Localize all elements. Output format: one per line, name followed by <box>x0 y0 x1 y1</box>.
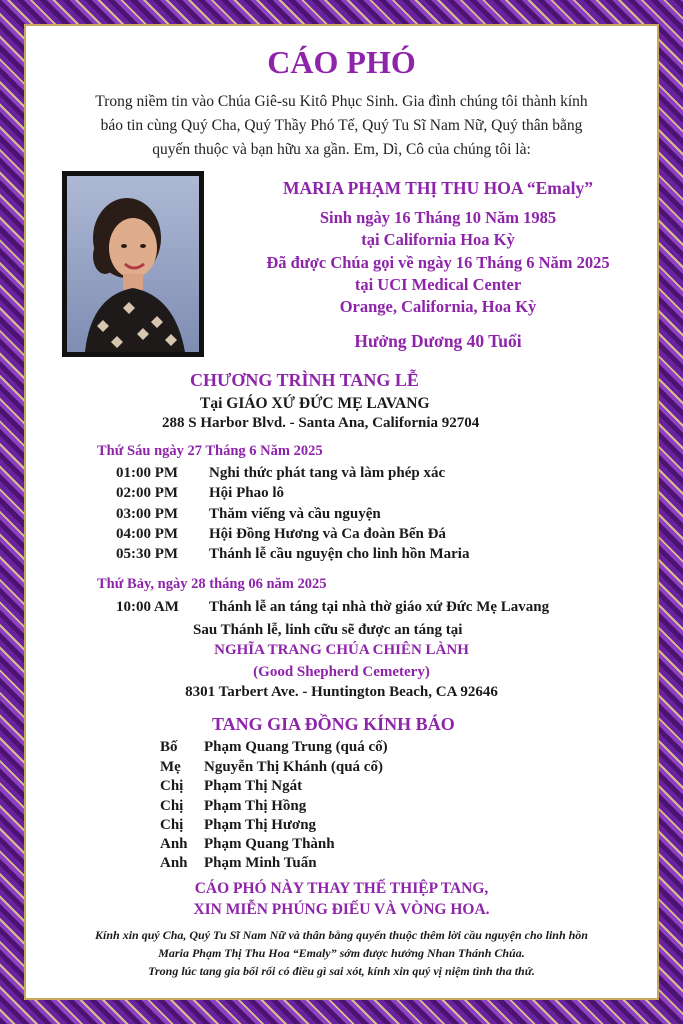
deceased-name: MARIA PHẠM THỊ THU HOA “Emaly” <box>282 178 593 198</box>
portrait-photo <box>62 171 204 357</box>
family-relation: Chị <box>160 798 184 814</box>
family-member-name: Phạm Minh Tuấn <box>204 855 317 871</box>
day2-time: 10:00 AM <box>116 599 179 615</box>
death-date: Đã được Chúa gọi về ngày 16 Tháng 6 Năm 2025 <box>266 253 610 272</box>
schedule-event: Hội Phao lô <box>209 485 285 501</box>
cemetery-address: 8301 Tarbert Ave. - Huntington Beach, CA 92646 <box>185 684 498 700</box>
family-member-name: Phạm Quang Trung (quá cố) <box>204 739 388 755</box>
portrait-image <box>67 176 199 352</box>
family-relation: Anh <box>160 836 188 852</box>
death-city: Orange, California, Hoa Kỳ <box>339 297 537 316</box>
birth-place: tại California Hoa Kỳ <box>361 230 515 249</box>
cemetery-name: NGHĨA TRANG CHÚA CHIÊN LÀNH <box>214 642 469 658</box>
age-line: Hưởng Dương 40 Tuổi <box>354 331 522 351</box>
program-address: 288 S Harbor Blvd. - Santa Ana, California 92704 <box>162 415 480 431</box>
birth-date: Sinh ngày 16 Tháng 10 Năm 1985 <box>319 208 557 227</box>
day1-label: Thứ Sáu ngày 27 Tháng 6 Năm 2025 <box>97 443 323 459</box>
family-relation: Anh <box>160 855 188 871</box>
closing-line-2: Maria Phạm Thị Thu Hoa “Emaly” sớm được hưởng Nhan Thánh Chúa. <box>158 946 525 960</box>
family-member-name: Nguyễn Thị Khánh (quá cố) <box>204 759 383 775</box>
day2-label: Thứ Bảy, ngày 28 tháng 06 năm 2025 <box>97 576 327 592</box>
family-member-name: Phạm Thị Hương <box>204 817 317 833</box>
program-venue: Tại GIÁO XỨ ĐỨC MẸ LAVANG <box>200 395 430 412</box>
day2-event: Thánh lễ an táng tại nhà thờ giáo xứ Đức Mẹ Lavang <box>209 599 550 615</box>
schedule-time: 03:00 PM <box>116 506 179 522</box>
family-heading: TANG GIA ĐỒNG KÍNH BÁO <box>212 714 455 734</box>
family-member-name: Phạm Thị Ngát <box>204 778 303 794</box>
program-heading: CHƯƠNG TRÌNH TANG LỄ <box>190 370 419 390</box>
schedule-event: Thánh lễ cầu nguyện cho linh hồn Maria <box>209 546 470 562</box>
schedule-time: 02:00 PM <box>116 485 179 501</box>
death-place: tại UCI Medical Center <box>354 275 522 294</box>
family-relation: Chị <box>160 817 184 833</box>
schedule-event: Nghi thức phát tang và làm phép xác <box>209 465 446 481</box>
family-relation: Bố <box>160 739 178 755</box>
cemetery-english-name: (Good Shepherd Cemetery) <box>253 664 430 680</box>
page-title: CÁO PHÓ <box>267 44 416 80</box>
family-member-name: Phạm Thị Hồng <box>204 798 307 814</box>
burial-note: Sau Thánh lễ, linh cữu sẽ được an táng tại <box>193 622 463 638</box>
notice-line-2: XIN MIỄN PHÚNG ĐIẾU VÀ VÒNG HOA. <box>193 901 490 918</box>
schedule-event: Hội Đồng Hương và Ca đoàn Bến Đá <box>209 526 446 542</box>
notice-line-1: CÁO PHÓ NÀY THAY THẾ THIỆP TANG, <box>194 880 489 897</box>
family-member-name: Phạm Quang Thành <box>204 836 335 852</box>
family-relation: Chị <box>160 778 184 794</box>
intro-line-3: quyến thuộc và bạn hữu xa gần. Em, Dì, Cô của chúng tôi là: <box>152 141 531 158</box>
schedule-event: Thăm viếng và cầu nguyện <box>209 506 381 522</box>
intro-line-1: Trong niềm tin vào Chúa Giê-su Kitô Phục Sinh. Gia đình chúng tôi thành kính <box>95 93 588 110</box>
schedule-time: 04:00 PM <box>116 526 179 542</box>
schedule-time: 01:00 PM <box>116 465 179 481</box>
closing-line-1: Kính xin quý Cha, Quý Tu Sĩ Nam Nữ và thân bằng quyến thuộc thêm lời cầu nguyện cho linh hồn <box>95 928 588 942</box>
family-relation: Mẹ <box>160 759 181 775</box>
closing-line-3: Trong lúc tang gia bối rối có điều gì sai xót, kính xin quý vị niệm tình tha thứ. <box>148 964 535 978</box>
intro-line-2: báo tin cùng Quý Cha, Quý Thầy Phó Tế, Quý Tu Sĩ Nam Nữ, Quý thân bằng <box>100 117 583 134</box>
schedule-time: 05:30 PM <box>116 546 179 562</box>
